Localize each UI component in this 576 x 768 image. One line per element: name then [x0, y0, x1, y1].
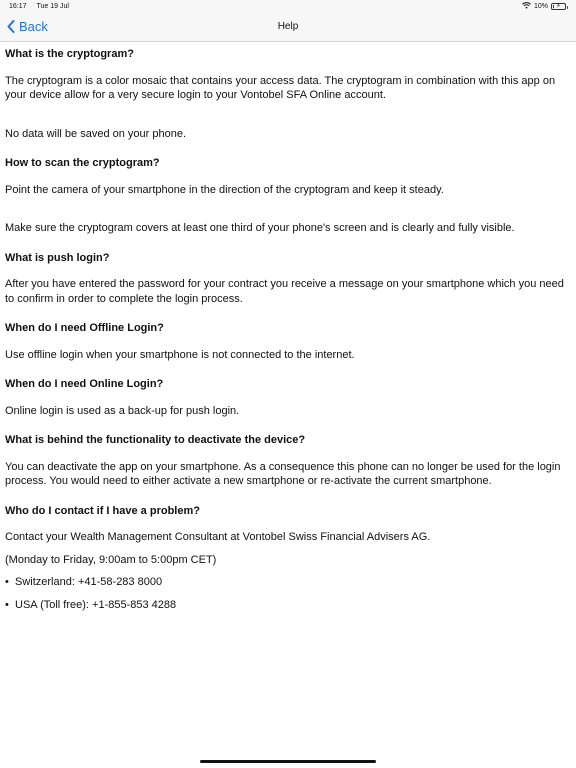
- faq-scan: [5, 156, 567, 236]
- answer-text: You can deactivate the app on your smartphone. As a consequence this phone can no longer be used for the login process. You would need to either activate a new smartphone or re-activate the current smartphone.: [5, 460, 561, 487]
- page-title: Help: [277, 21, 299, 32]
- faq-cryptogram: [5, 47, 567, 141]
- battery-fill: [553, 5, 554, 8]
- home-indicator[interactable]: [200, 760, 376, 763]
- faq-online-login: [5, 377, 567, 418]
- status-time: 16:17: [9, 3, 27, 10]
- question-heading: How to scan the cryptogram?: [5, 157, 160, 169]
- status-date: Tue 19 Jul: [36, 3, 69, 10]
- question-heading: What is push login?: [5, 251, 110, 264]
- faq-offline-login: [5, 321, 567, 362]
- faq-contact: [5, 504, 567, 613]
- battery-icon: [551, 3, 566, 10]
- help-content: [5, 42, 567, 612]
- answer-text: Use offline login when your smartphone is not connected to the internet.: [5, 348, 355, 361]
- status-right: [522, 2, 566, 11]
- question-heading: When do I need Offline Login?: [5, 322, 164, 334]
- answer-text: The cryptogram is a color mosaic that contains your access data. The cryptogram in combination with this app on your device allow for a very secure login to your Vontobel SFA Online account.: [5, 74, 556, 101]
- question-heading: What is behind the functionality to deactivate the device?: [5, 434, 306, 446]
- wifi-icon: [522, 2, 531, 11]
- list-item: [5, 598, 567, 613]
- answer-text: No data will be saved on your phone.: [5, 127, 187, 140]
- bullet-glyph: •: [5, 576, 9, 588]
- faq-push-login: [5, 251, 567, 307]
- answer-text: (Monday to Friday, 9:00am to 5:00pm CET): [5, 553, 217, 566]
- battery-percent: 10%: [533, 3, 548, 10]
- faq-deactivate: [5, 433, 567, 489]
- list-item: [5, 575, 567, 590]
- charging-bolt-icon: ⚡: [556, 3, 561, 10]
- navigation-bar: [0, 14, 576, 42]
- answer-text: Contact your Wealth Management Consultant at Vontobel Swiss Financial Advisers AG.: [5, 531, 431, 543]
- phone-switzerland[interactable]: Switzerland: +41-58-283 8000: [15, 576, 163, 588]
- answer-text: Online login is used as a back-up for push login.: [5, 404, 240, 417]
- bullet-glyph: •: [5, 598, 9, 611]
- answer-text: Point the camera of your smartphone in the direction of the cryptogram and keep it steady.: [5, 183, 444, 196]
- answer-text: After you have entered the password for your contract you receive a message on your smartphone which you need to confirm in order to complete the login process.: [5, 278, 564, 305]
- status-bar: [0, 0, 576, 14]
- question-heading: Who do I contact if I have a problem?: [5, 504, 200, 517]
- question-heading: What is the cryptogram?: [5, 48, 134, 60]
- question-heading: When do I need Online Login?: [5, 378, 164, 390]
- phone-usa[interactable]: USA (Toll free): +1-855-853 4288: [15, 598, 177, 611]
- status-left: [9, 3, 69, 10]
- back-label: Back: [19, 19, 48, 34]
- answer-text: Make sure the cryptogram covers at least one third of your phone's screen and is clearly and fully visible.: [5, 222, 515, 234]
